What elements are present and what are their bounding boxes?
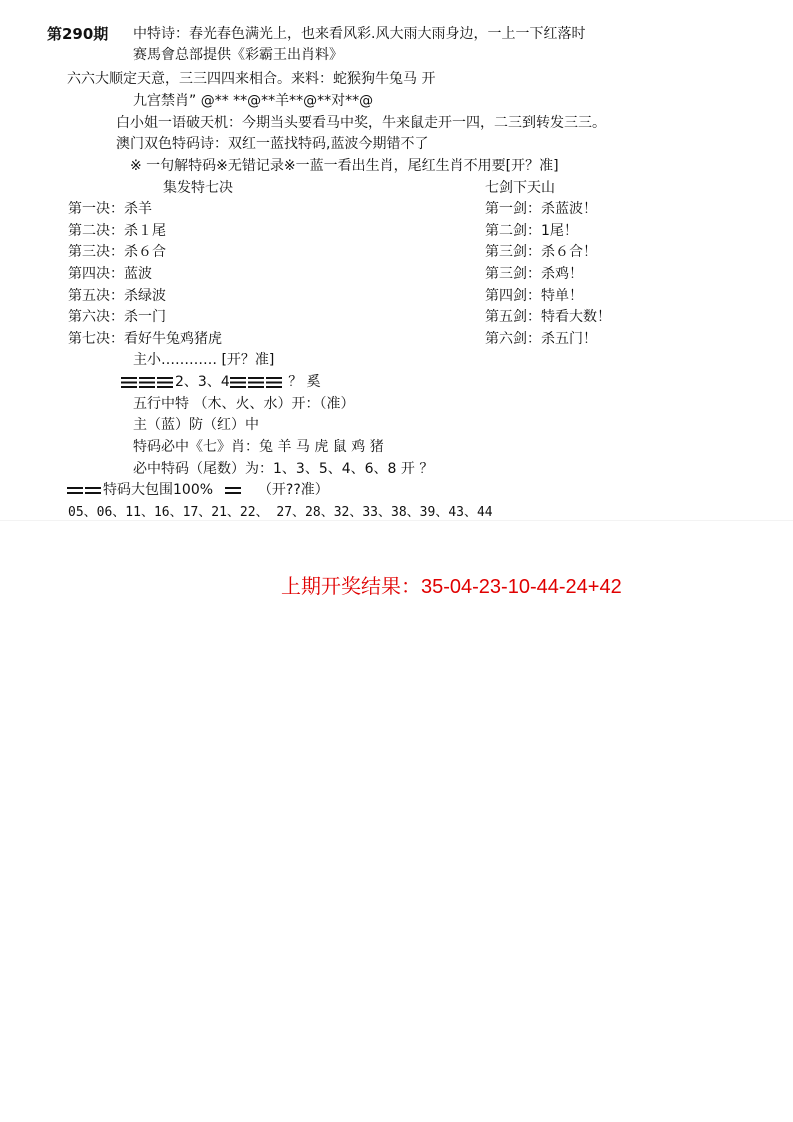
bars-tail: ？ 奚 — [288, 374, 321, 390]
right-section-title: 七剑下天山 — [485, 180, 555, 196]
bars-line — [121, 372, 321, 392]
number-list: 05、06、11、16、17、21、22、 27、28、32、33、38、39、43、44 — [68, 505, 493, 520]
riddle-line: 白小姐一语破天机：今期当头要看马中奖，牛来鼠走开一四，二三到转发三三。 — [116, 115, 606, 131]
divider — [0, 520, 793, 521]
left-item: 第一决：杀羊 — [68, 201, 152, 217]
left-item: 第五决：杀绿波 — [68, 288, 166, 304]
trigram-icon — [230, 377, 246, 388]
source-line: 赛馬會总部提供《彩霸王出肖料》 — [133, 47, 343, 63]
trigram-icon — [225, 487, 241, 494]
zodiac-line: 特码必中《七》肖：兔 羊 马 虎 鼠 鸡 猪 — [133, 439, 384, 455]
zhu-lan-line: 主（蓝）防（红）中 — [133, 417, 259, 433]
left-item: 第四决：蓝波 — [68, 266, 152, 282]
big-range-label: 特码大包围100% — [103, 482, 214, 498]
trigram-icon — [67, 487, 83, 494]
right-item: 第一剑：杀蓝波！ — [485, 201, 597, 217]
right-item: 第六剑：杀五门！ — [485, 331, 597, 347]
trigram-icon — [248, 377, 264, 388]
wuxing-line: 五行中特 （木、火、水）开：（准） — [133, 396, 355, 412]
verse-line-2: 九宫禁肖” @** **@**羊**@**对**@ — [133, 93, 374, 109]
left-item: 第三决：杀６合 — [68, 244, 166, 260]
big-range-tail: （开??准） — [257, 482, 329, 498]
issue-number: 第290期 — [47, 25, 109, 43]
right-item: 第三剑：杀鸡！ — [485, 266, 583, 282]
left-item: 第七决：看好牛兔鸡猪虎 — [68, 331, 222, 347]
left-item: 第六决：杀一门 — [68, 309, 166, 325]
bars-numbers: 2、3、4 — [175, 374, 230, 390]
zhu-line: 主小………… [开？准] — [133, 352, 275, 368]
left-item: 第二决：杀１尾 — [68, 223, 166, 239]
verse-line-1: 六六大顺定天意，三三四四来相合。来料：蛇猴狗牛兔马 开 — [67, 71, 436, 87]
tail-number-line: 必中特码（尾数）为：1、3、5、4、6、8 开 ？ — [133, 461, 434, 477]
left-section-title: 集发特七决 — [163, 180, 233, 196]
trigram-icon — [266, 377, 282, 388]
macau-poem: 澳门双色特码诗：双红一蓝找特码,蓝波今期错不了 — [116, 136, 429, 152]
trigram-icon — [85, 487, 101, 494]
right-item: 第三剑：杀６合！ — [485, 244, 597, 260]
tip-line: ※ 一句解特码※无错记录※一蓝一看出生肖，尾红生肖不用要[开？准] — [130, 158, 559, 174]
trigram-icon — [121, 377, 137, 388]
last-result: 上期开奖结果：35-04-23-10-44-24+42 — [281, 576, 622, 598]
right-item: 第五剑：特看大数！ — [485, 309, 611, 325]
right-item: 第四剑：特单！ — [485, 288, 583, 304]
big-range-line — [67, 480, 329, 500]
right-item: 第二剑：1尾！ — [485, 223, 578, 239]
special-poem: 中特诗：春光春色满光上，也来看风彩.风大雨大雨身边，一上一下红落时 — [133, 26, 586, 42]
trigram-icon — [157, 377, 173, 388]
trigram-icon — [139, 377, 155, 388]
